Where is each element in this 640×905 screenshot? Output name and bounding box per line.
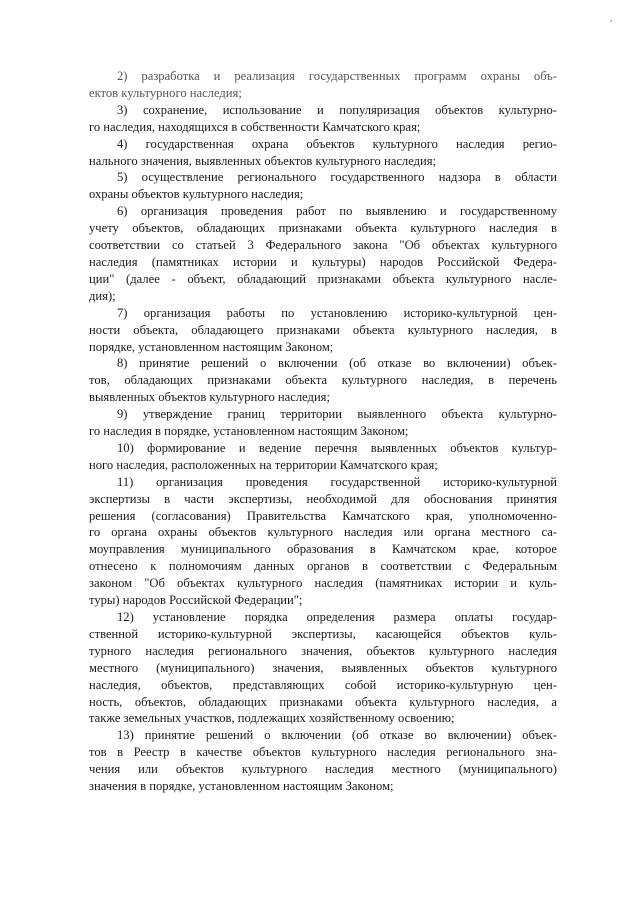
text-line: 2) разработка и реализация государственных программ охраны объ- (117, 69, 557, 83)
text-line: чения или объектов культурного наследия местного (муниципального) (89, 762, 557, 777)
list-item (89, 203, 557, 304)
text-line: го органа охраны объектов культурного наследия или органа местного са- (89, 525, 557, 540)
list-item (89, 727, 557, 795)
text-line: го наследия в порядке, установленном настоящим Законом; (89, 424, 409, 439)
text-line: ности объекта, обладающего признаками объекта культурного наследия, в (89, 322, 557, 337)
list-item (89, 102, 557, 136)
text-line: также земельных участков, подлежащих хозяйственному освоению; (89, 711, 455, 726)
text-line: решения (согласования) Правительства Камчатского края, уполномоченно- (89, 508, 557, 523)
text-line: экспертизы в части экспертизы, необходимой для обоснования принятия (89, 491, 557, 506)
text-line: законом "Об объектах культурного наследия (памятниках истории и куль- (89, 576, 557, 591)
scan-speck (610, 20, 612, 22)
text-line: 10) формирование и ведение перечня выявленных объектов культур- (117, 440, 557, 455)
text-line: 3) сохранение, использование и популяризация объектов культурно- (117, 102, 557, 117)
text-line: 8) принятие решений о включении (об отказе во включении) объек- (117, 356, 557, 371)
text-line: отнесено к полномочиям данных органов в соответствии с Федеральным (89, 559, 557, 574)
list-item (89, 440, 557, 474)
list-item (89, 169, 557, 203)
text-line: дия); (89, 288, 116, 303)
text-line: моуправления муниципального образования в Камчатском крае, которое (89, 542, 557, 557)
text-line: ектов культурного наследия; (89, 85, 242, 100)
text-line: 4) государственная охрана объектов культурного наследия регио- (117, 136, 557, 151)
text-line: тов, обладающих признаками объекта культурного наследия, в перечень (89, 373, 557, 388)
text-line: местного (муниципального) значения, выявленных объектов культурного (89, 660, 557, 675)
text-line: 11) организация проведения государственной историко-культурной (117, 474, 557, 489)
text-line: порядке, установленном настоящим Законом; (89, 339, 334, 354)
list-item (89, 406, 557, 440)
law-text-block (89, 68, 557, 795)
text-line: соответствии со статьей 3 Федерального закона "Об объектах культурного (89, 238, 557, 253)
text-line: 12) установление порядка определения размера оплаты государ- (117, 610, 557, 624)
text-line: туры) народов Российской Федерации"; (89, 593, 303, 608)
list-item (89, 474, 557, 609)
text-line: ность, объектов, обладающих признаками объекта культурного наследия, а (89, 694, 557, 709)
list-item (89, 609, 557, 727)
list-item (89, 305, 557, 356)
list-item (89, 136, 557, 170)
text-line: 7) организация работы по установлению историко-культурной цен- (117, 305, 557, 320)
text-line: го наследия, находящихся в собственности Камчатского края; (89, 119, 421, 134)
text-line: нального значения, выявленных объектов культурного наследия; (89, 153, 437, 168)
text-line: наследия (памятниках истории и культуры) народов Российской Федера- (89, 254, 557, 269)
text-line: ного наследия, расположенных на территории Камчатского края; (89, 457, 438, 472)
text-line: 13) принятие решений о включении (об отказе во включении) объек- (117, 728, 557, 743)
text-line: значения в порядке, установленном настоящим Законом; (89, 779, 394, 794)
text-line: 5) осуществление регионального государственного надзора в области (117, 170, 557, 185)
text-line: ции" (далее - объект, обладающий признаками объекта культурного насле- (89, 271, 557, 286)
list-item (89, 68, 557, 102)
text-line: турного наследия регионального значения, объектов культурного наследия (89, 643, 557, 658)
text-line: учету объектов, обладающих признаками объекта культурного наследия в (89, 221, 557, 236)
text-line: охраны объектов культурного наследия; (89, 187, 304, 202)
text-line: 6) организация проведения работ по выявлению и государственному (117, 204, 557, 219)
text-line: наследия, объектов, представляющих собой историко-культурную цен- (89, 677, 557, 692)
list-item (89, 355, 557, 406)
text-line: ственной историко-культурной экспертизы, касающейся объектов куль- (89, 626, 557, 641)
text-line: выявленных объектов культурного наследия; (89, 390, 330, 405)
text-line: тов в Реестр в качестве объектов культурного наследия регионального зна- (89, 745, 557, 760)
text-line: 9) утверждение границ территории выявленного объекта культурно- (117, 407, 557, 422)
